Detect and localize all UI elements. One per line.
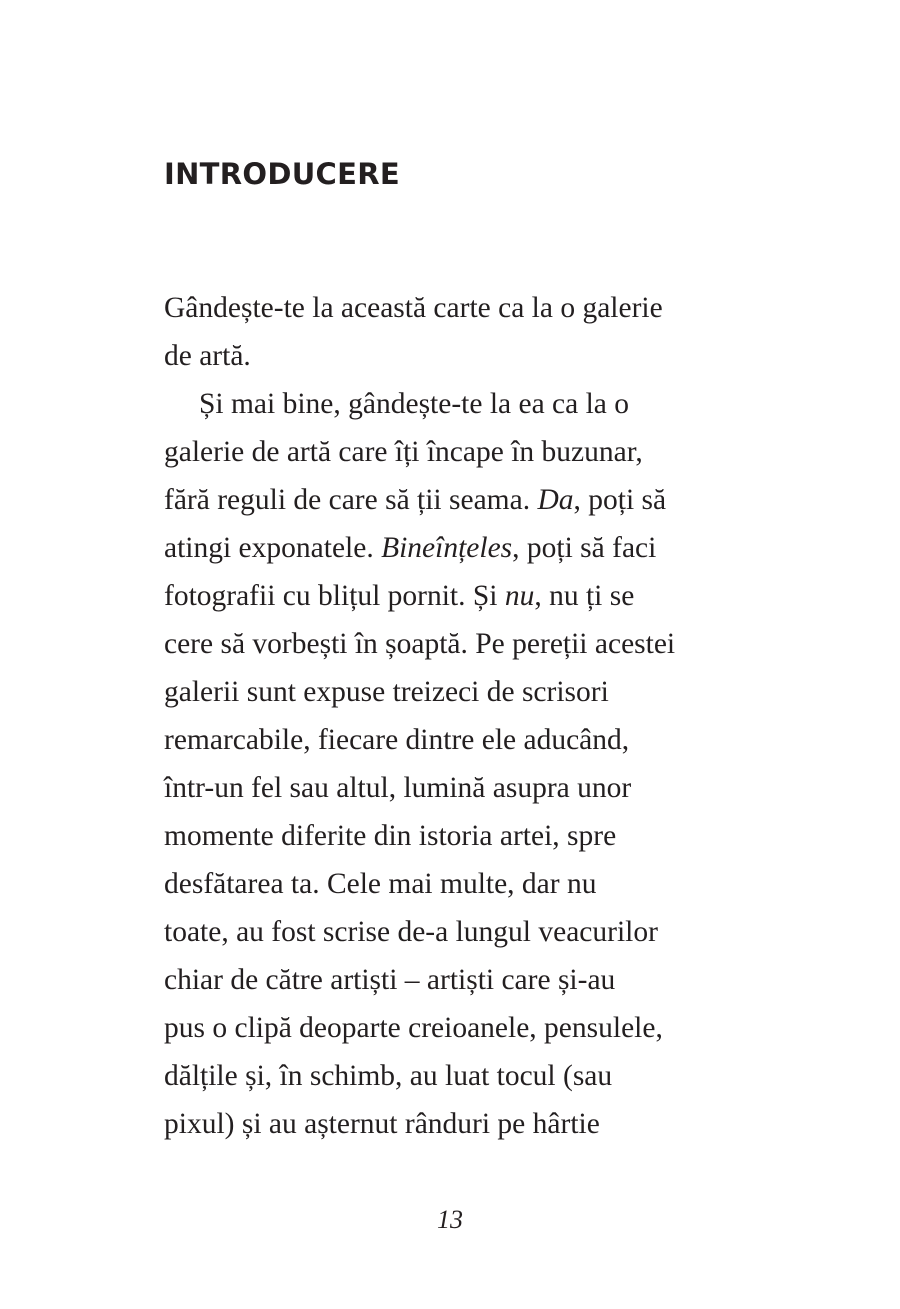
text-line (164, 428, 744, 476)
text-line (164, 1004, 744, 1052)
text-line (164, 332, 744, 380)
text-line (164, 476, 744, 524)
text-line (164, 860, 744, 908)
text-line (164, 284, 744, 332)
text-run: momente diferite din istoria artei, spre (164, 820, 617, 852)
text-line (164, 668, 744, 716)
text-run: pus o clipă deoparte creioanele, pensulele, (164, 1012, 663, 1044)
italic-run: nu (504, 580, 535, 612)
text-run: fără reguli de care să ții seama. (164, 484, 538, 516)
text-run: , poți să faci (512, 532, 657, 564)
text-run: cere să vorbești în șoaptă. Pe pereții acestei (164, 628, 676, 660)
text-run: de artă. (164, 340, 251, 372)
text-run: fotografii cu blițul pornit. Și (164, 580, 505, 612)
text-run: , poți să (573, 484, 667, 516)
text-line (164, 1052, 744, 1100)
text-run: , nu ți se (534, 580, 635, 612)
text-line (164, 1100, 744, 1148)
text-run: atingi exponatele. (164, 532, 382, 564)
text-run: Și mai bine, gândește-te la ea ca la o (199, 388, 630, 420)
text-run: toate, au fost scrise de-a lungul veacurilor (164, 916, 658, 948)
text-run: galerie de artă care îți încape în buzunar, (164, 436, 643, 468)
text-run: într-un fel sau altul, lumină asupra unor (164, 772, 632, 804)
italic-run: Bineînțeles (381, 532, 513, 564)
text-run: Gândește-te la această carte ca la o galerie (164, 292, 663, 324)
text-line (164, 620, 744, 668)
italic-run: Da (537, 484, 574, 516)
text-run: desfătarea ta. Cele mai multe, dar nu (164, 868, 597, 900)
text-run: pixul) și au așternut rânduri pe hârtie (164, 1108, 600, 1140)
body-text (164, 284, 744, 1148)
text-line (164, 956, 744, 1004)
text-run: remarcabile, fiecare dintre ele aducând, (164, 724, 630, 756)
text-run: chiar de către artiști – artiști care și-au (164, 964, 616, 996)
page-number: 13 (437, 1205, 463, 1234)
text-line (164, 812, 744, 860)
text-line (164, 764, 744, 812)
text-line (164, 524, 744, 572)
text-line (164, 908, 744, 956)
text-run: galerii sunt expuse treizeci de scrisori (164, 676, 609, 708)
text-line (164, 572, 744, 620)
text-run: dălțile și, în schimb, au luat tocul (sau (164, 1060, 613, 1092)
text-line (164, 716, 744, 764)
text-line (164, 380, 744, 428)
chapter-heading: INTRODUCERE (164, 157, 400, 191)
